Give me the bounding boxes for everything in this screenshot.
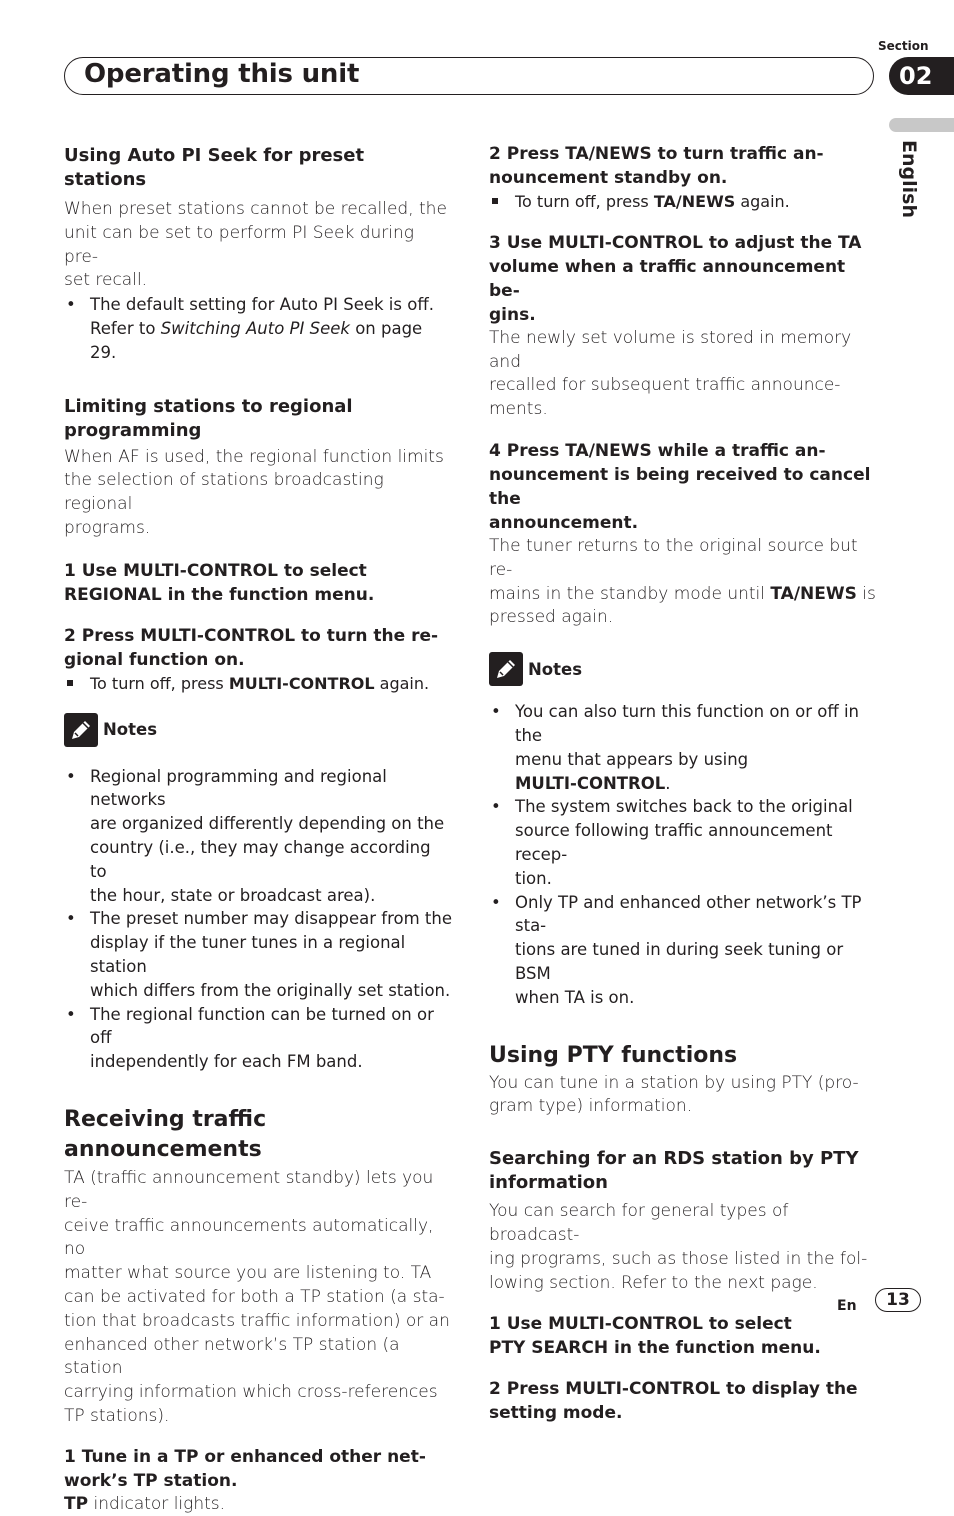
note-item: • Regional programming and regional networks are organized differently depending on the country (i.e., they may change according to the hour, state or broadcast area). (64, 765, 452, 908)
body-line: enhanced other network’s TP station (a station (64, 1334, 400, 1379)
step-bullet-item: To turn off, press TA/NEWS again. (489, 190, 877, 214)
note-item: • The preset number may disappear from the display if the tuner tunes in a regional station which differs from the originally set station. (64, 907, 452, 1002)
body-line: ments. (489, 399, 548, 420)
heading-traffic-announcements: Receiving traffic announcements (64, 1106, 267, 1162)
bullet-item: • The default setting for Auto PI Seek is off. Refer to Switching Auto PI Seek on page 29. (64, 293, 452, 364)
step-1-regional: 1 Use MULTI-CONTROL to select REGIONAL in the function menu. (64, 560, 375, 605)
step-1-traffic: 1 Tune in a TP or enhanced other net- work’s TP station. (64, 1446, 426, 1491)
body-line: When preset stations cannot be recalled, the (64, 199, 447, 219)
pencil-note-icon (64, 713, 98, 747)
step-4-traffic: 4 Press TA/NEWS while a traffic an- nouncement is being received to cancel the announcement. (489, 440, 871, 533)
pencil-note-icon (489, 652, 523, 686)
cross-reference-link[interactable]: Switching Auto PI Seek (160, 318, 350, 338)
subheading-auto-pi-seek: Using Auto PI Seek for preset stations (64, 145, 365, 190)
body-line: TA (traffic announcement standby) lets you re- (64, 1167, 434, 1212)
body-line: programs. (64, 517, 151, 538)
note-item: • You can also turn this function on or off in the menu that appears by using MULTI-CONTROL. (489, 700, 877, 795)
page-number: 13 (875, 1288, 921, 1312)
body-line: The tuner returns to the original source but re- (489, 535, 858, 580)
step-result: TP indicator lights. (64, 1493, 226, 1514)
body-line: set recall. (64, 270, 148, 291)
section-label: Section (878, 39, 929, 53)
body-line: tion that broadcasts traffic information) or an (64, 1310, 450, 1331)
notes-list (64, 765, 452, 1074)
step-3-traffic: 3 Use MULTI-CONTROL to adjust the TA volume when a traffic announcement be- gins. (489, 232, 862, 325)
step-bullet-list (489, 190, 877, 214)
body-line: The newly set volume is stored in memory and (489, 327, 852, 372)
body-line: carrying information which cross-references (64, 1382, 438, 1403)
body-line: gram type) information. (489, 1096, 693, 1117)
language-tab-bar (889, 118, 954, 132)
body-line: lowing section. Refer to the next page. (489, 1272, 818, 1293)
body-line: the selection of stations broadcasting regional (64, 470, 384, 515)
notes-list (489, 700, 877, 1009)
notes-header (64, 713, 452, 747)
note-item: • The system switches back to the original source following traffic announcement recep- tion. (489, 795, 877, 890)
step-2-traffic: 2 Press TA/NEWS to turn traffic an- nouncement standby on. (489, 144, 824, 188)
step-bullet-item: To turn off, press MULTI-CONTROL again. (64, 672, 452, 696)
notes-label: Notes (528, 659, 583, 679)
notes-header (489, 652, 877, 686)
body-line: TP stations). (64, 1405, 170, 1426)
body-line: recalled for subsequent traffic announce- (489, 375, 841, 396)
step-bullet-list (64, 672, 452, 696)
step-1-pty: 1 Use MULTI-CONTROL to select PTY SEARCH in the function menu. (489, 1314, 821, 1359)
step-2-regional: 2 Press MULTI-CONTROL to turn the re- gional function on. (64, 625, 439, 670)
body-line: matter what source you are listening to. TA (64, 1263, 432, 1284)
left-column (64, 140, 452, 1516)
body-line: mains in the standby mode until TA/NEWS is (489, 583, 876, 604)
page-title: Operating this unit (84, 59, 360, 89)
body-line: ceive traffic announcements automatically, no (64, 1215, 434, 1260)
body-line: ing programs, such as those listed in the fol- (489, 1248, 868, 1269)
body-line: You can search for general types of broadcast- (489, 1201, 789, 1245)
body-line: unit can be set to perform PI Seek during pre- (64, 222, 414, 267)
language-label: English (898, 140, 920, 218)
right-column (489, 140, 877, 1425)
note-item: • Only TP and enhanced other network’s TP sta- tions are tuned in during seek tuning or BSM when TA is on. (489, 891, 877, 1010)
notes-label: Notes (103, 720, 158, 740)
subheading-pty-search: Searching for an RDS station by PTY information (489, 1148, 859, 1194)
body-line: You can tune in a station by using PTY (pro- (489, 1072, 859, 1093)
subheading-regional: Limiting stations to regional programming (64, 395, 353, 441)
body-line: pressed again. (489, 607, 614, 628)
body-line: When AF is used, the regional function limits (64, 446, 444, 467)
section-number-badge: 02 (889, 57, 954, 95)
step-2-pty: 2 Press MULTI-CONTROL to display the setting mode. (489, 1379, 858, 1424)
heading-pty-functions: Using PTY functions (489, 1042, 738, 1068)
bullet-list (64, 293, 452, 364)
note-item: • The regional function can be turned on or off independently for each FM band. (64, 1003, 452, 1074)
footer-language-code: En (837, 1298, 857, 1314)
body-line: can be activated for both a TP station (a sta- (64, 1286, 445, 1307)
